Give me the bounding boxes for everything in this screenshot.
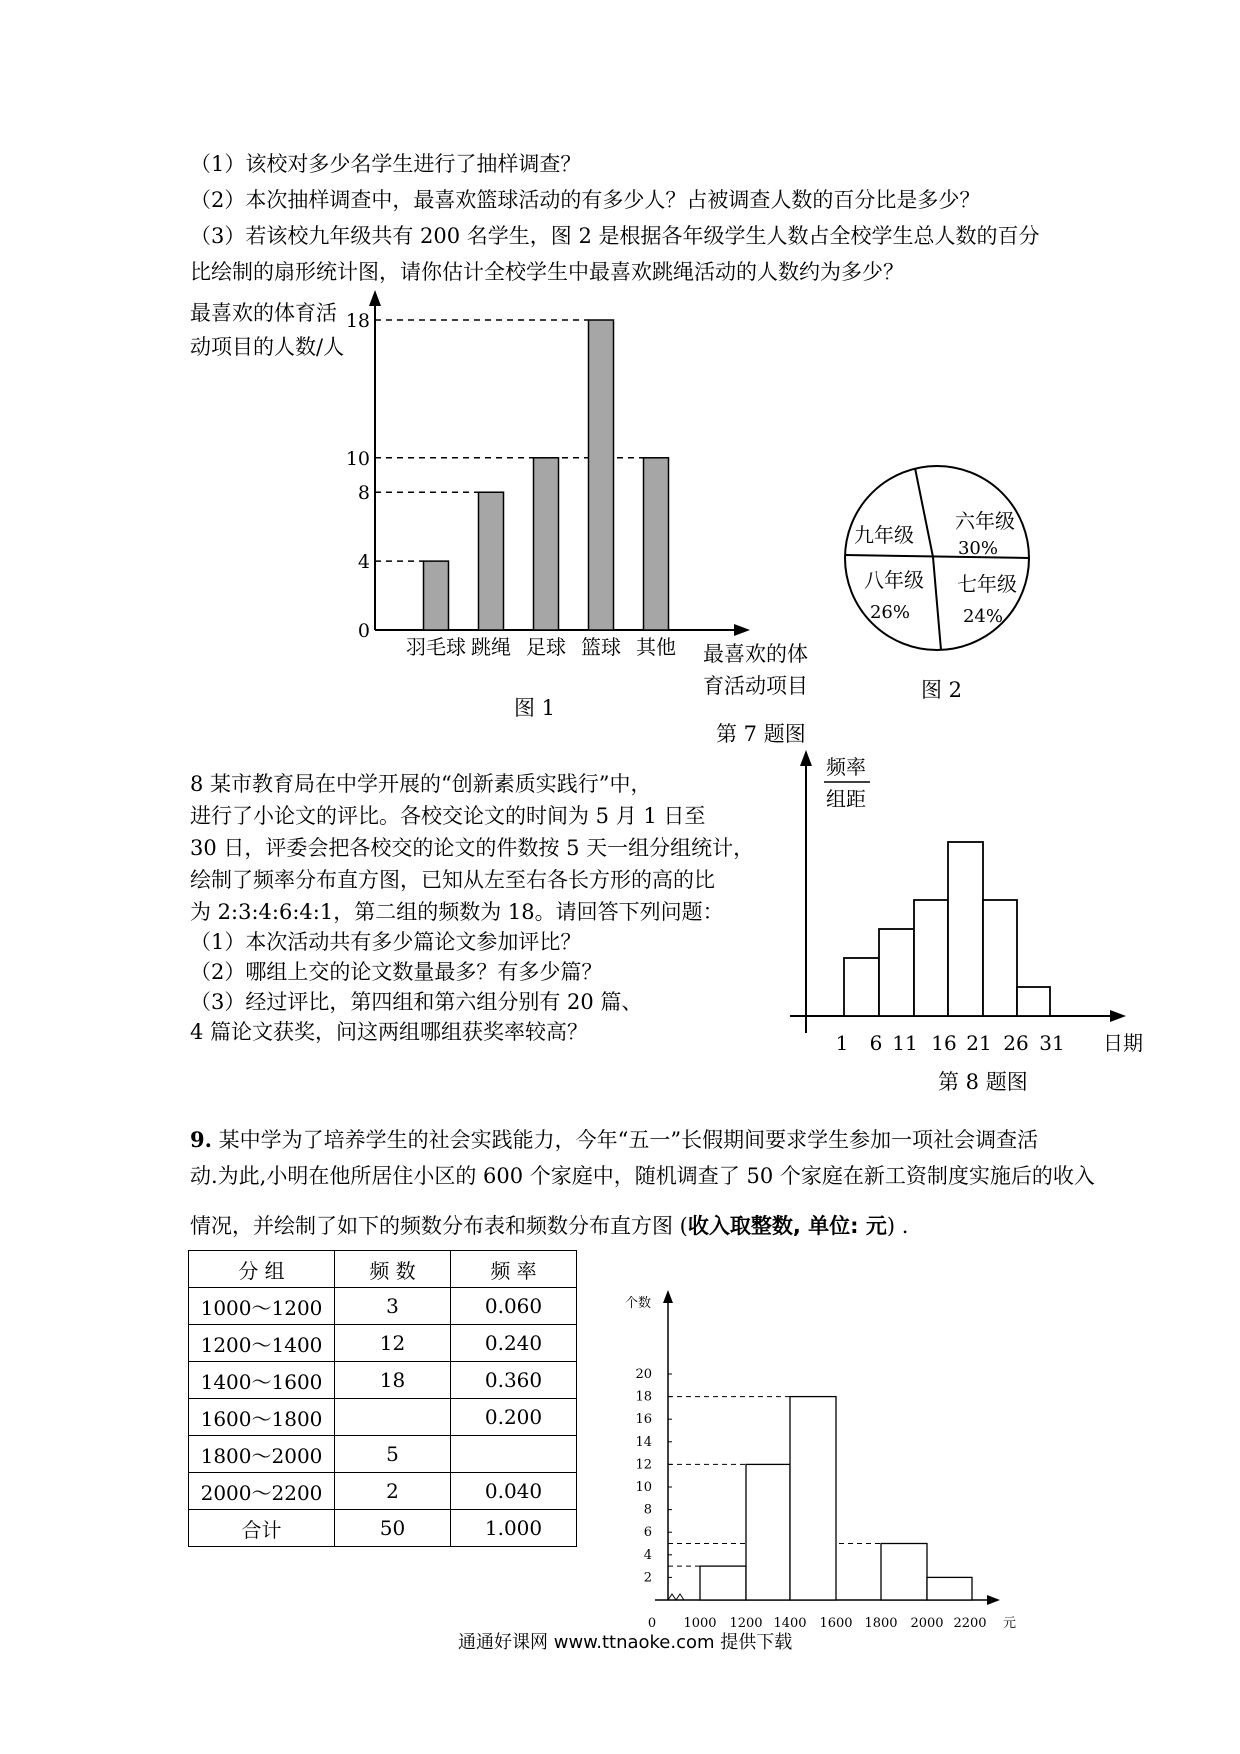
y-tick-label: 2 xyxy=(643,1570,652,1586)
x-tick-label: 26 xyxy=(1003,1031,1029,1055)
fig4-x-axis-arrow xyxy=(987,1595,1000,1605)
table-cell: 50 xyxy=(335,1510,451,1547)
fig1-xlabel-line1: 最喜欢的体 xyxy=(703,642,808,666)
table-cell: 1400～1600 xyxy=(189,1362,335,1399)
pie-label: 九年级 xyxy=(854,523,914,547)
fig4-xlabel: 元 xyxy=(1003,1616,1017,1631)
x-tick-label: 1800 xyxy=(864,1616,898,1631)
histogram-bar xyxy=(927,1577,972,1600)
y-tick-label: 10 xyxy=(635,1480,652,1495)
q7-question-3: （3）若该校九年级共有 200 名学生，图 2 是根据各年级学生人数占全校学生总人数的百分 xyxy=(190,224,1040,248)
y-tick-label: 0 xyxy=(357,620,370,642)
y-tick-label: 18 xyxy=(635,1389,652,1405)
x-tick-label: 其他 xyxy=(636,635,676,659)
table-cell: 2000～2200 xyxy=(189,1473,335,1510)
q7-figure-caption: 第 7 题图 xyxy=(716,722,806,746)
y-tick-label: 20 xyxy=(635,1367,652,1382)
x-tick-label: 0 xyxy=(647,1616,657,1631)
y-tick-label: 18 xyxy=(345,310,370,332)
y-tick-label: 14 xyxy=(635,1434,652,1450)
x-tick-label: 11 xyxy=(892,1031,918,1055)
histogram-bar xyxy=(881,1544,927,1601)
table-cell: 0.360 xyxy=(451,1362,577,1399)
table-cell: 0.060 xyxy=(451,1288,577,1325)
fig1-xlabel-line2: 育活动项目 xyxy=(703,674,808,698)
fig4-ylabel: 个数 xyxy=(625,1296,652,1311)
fig1-ylabel-line1: 最喜欢的体育活 xyxy=(190,301,337,325)
q9-line-3-a: 情况，并绘制了如下的频数分布表和频数分布直方图 ( xyxy=(190,1214,688,1238)
q8-line-3: 30 日，评委会把各校交的论文的件数按 5 天一组分组统计， xyxy=(190,836,755,860)
pie-label: 六年级 xyxy=(955,509,1015,533)
q7-question-3-cont: 比绘制的扇形统计图，请你估计全校学生中最喜欢跳绳活动的人数约为多少？ xyxy=(190,260,904,284)
y-tick-label: 4 xyxy=(643,1547,652,1563)
table-header: 分 组 xyxy=(189,1251,335,1288)
axis-break-icon xyxy=(668,1594,684,1600)
x-tick-label: 1600 xyxy=(819,1616,853,1631)
table-cell: 合计 xyxy=(189,1510,335,1547)
q9-line-3-bold: 收入取整数, 单位: 元 xyxy=(687,1214,887,1238)
pie-label: 七年级 xyxy=(957,572,1017,596)
fig4-y-axis-arrow xyxy=(663,1290,673,1303)
x-tick-label: 1 xyxy=(835,1031,849,1055)
table-cell: 0.240 xyxy=(451,1325,577,1362)
x-tick-label: 16 xyxy=(931,1031,957,1055)
x-tick-label: 1000 xyxy=(683,1616,717,1631)
fig3-ylabel-bottom: 组距 xyxy=(826,787,866,811)
fig2-caption: 图 2 xyxy=(921,678,963,702)
x-tick-label: 足球 xyxy=(526,635,566,659)
q8-line-9: 4 篇论文获奖，问这两组哪组获奖率较高？ xyxy=(190,1020,589,1044)
x-tick-label: 21 xyxy=(966,1031,992,1055)
y-tick-label: 16 xyxy=(635,1412,652,1428)
x-tick-label: 2000 xyxy=(910,1616,944,1631)
histogram-bar xyxy=(790,1397,836,1600)
table-cell: 1600～1800 xyxy=(189,1399,335,1436)
table-cell: 0.200 xyxy=(451,1399,577,1436)
x-tick-label: 6 xyxy=(869,1031,883,1055)
table-cell: 1200～1400 xyxy=(189,1325,335,1362)
q8-line-5: 为 2:3:4:6:4:1，第二组的频数为 18。请回答下列问题： xyxy=(190,900,724,924)
x-tick-label: 羽毛球 xyxy=(406,635,466,659)
x-tick-label: 跳绳 xyxy=(471,635,511,659)
table-header: 频 率 xyxy=(451,1251,577,1288)
q8-line-2: 进行了小论文的评比。各校交论文的时间为 5 月 1 日至 xyxy=(190,804,706,828)
q8-line-8: （3）经过评比，第四组和第六组分别有 20 篇、 xyxy=(190,990,643,1014)
table-cell: 18 xyxy=(335,1362,451,1399)
y-tick-label: 6 xyxy=(643,1525,652,1541)
y-tick-label: 8 xyxy=(643,1502,652,1518)
y-tick-label: 8 xyxy=(357,482,370,505)
x-tick-label: 1200 xyxy=(729,1616,763,1631)
x-tick-label: 31 xyxy=(1039,1031,1065,1055)
q9-line-3-c: ) . xyxy=(886,1214,909,1238)
y-tick-label: 10 xyxy=(345,447,370,470)
y-tick-label: 4 xyxy=(357,551,370,574)
fig3-ylabel-top: 频率 xyxy=(826,755,866,779)
x-tick-label: 1400 xyxy=(773,1616,807,1631)
q9-line-1-text: 某中学为了培养学生的社会实践能力，今年“五一”长假期间要求学生参加一项社会调查活 xyxy=(211,1128,1039,1152)
x-tick-label: 2200 xyxy=(953,1616,987,1631)
fig3-xlabel: 日期 xyxy=(1103,1031,1143,1055)
q8-line-7: （2）哪组上交的论文数量最多？有多少篇？ xyxy=(190,960,603,984)
pie-label: 八年级 xyxy=(864,568,924,592)
y-tick-label: 12 xyxy=(635,1457,652,1473)
q8-line-4: 绘制了频率分布直方图，已知从左至右各长方形的高的比 xyxy=(190,868,715,892)
q8-line-6: （1）本次活动共有多少篇论文参加评比？ xyxy=(190,930,582,954)
table-cell: 12 xyxy=(335,1325,451,1362)
table-cell: 0.040 xyxy=(451,1473,577,1510)
pie-value-label: 26% xyxy=(869,602,911,623)
table-cell: 1800～2000 xyxy=(189,1436,335,1473)
q8-figure-caption: 第 8 题图 xyxy=(938,1070,1028,1094)
q7-question-1: （1）该校对多少名学生进行了抽样调查？ xyxy=(190,152,582,176)
q8-line-1: 8 某市教育局在中学开展的“创新素质实践行”中， xyxy=(190,772,652,796)
x-tick-label: 篮球 xyxy=(581,635,621,659)
pie-value-label: 24% xyxy=(962,606,1004,627)
footer-watermark: 通通好课网 www.ttnaoke.com 提供下载 xyxy=(458,1632,793,1653)
pie-value-label: 30% xyxy=(957,538,999,559)
fig1-caption: 图 1 xyxy=(514,696,556,720)
histogram-bar xyxy=(700,1566,746,1600)
table-cell: 3 xyxy=(335,1288,451,1325)
table-cell: 2 xyxy=(335,1473,451,1510)
histogram-bar xyxy=(746,1464,790,1600)
q9-number: 9. xyxy=(190,1127,212,1152)
fig1-ylabel-line2: 动项目的人数/人 xyxy=(190,335,345,359)
table-header: 频 数 xyxy=(335,1251,451,1288)
q9-line-2: 动.为此,小明在他所居住小区的 600 个家庭中，随机调查了 50 个家庭在新工资制度实施后的收入 xyxy=(190,1164,1095,1188)
table-cell: 1.000 xyxy=(451,1510,577,1547)
q7-question-2: （2）本次抽样调查中，最喜欢篮球活动的有多少人？占被调查人数的百分比是多少？ xyxy=(190,188,981,212)
table-cell: 5 xyxy=(335,1436,451,1473)
table-cell: 1000～1200 xyxy=(189,1288,335,1325)
